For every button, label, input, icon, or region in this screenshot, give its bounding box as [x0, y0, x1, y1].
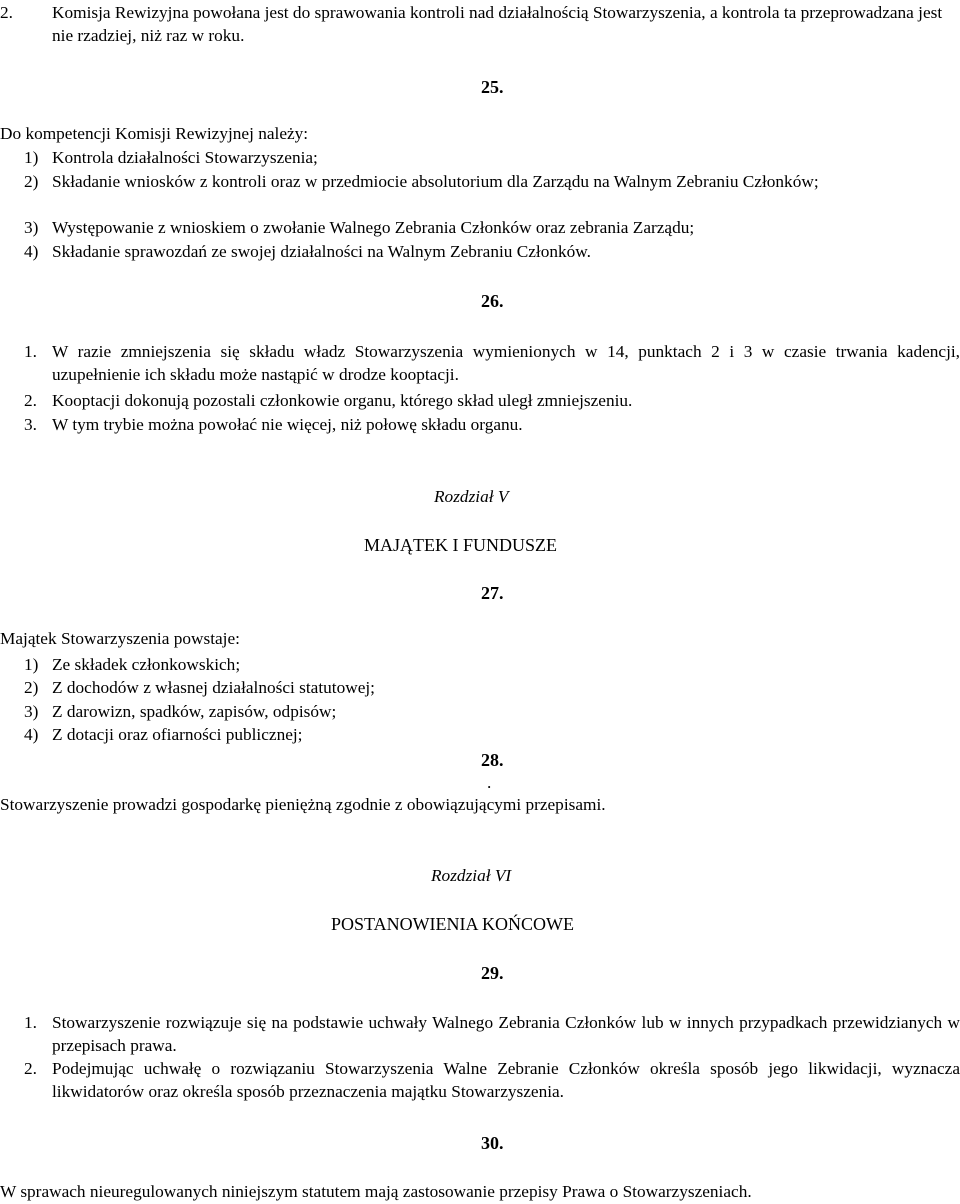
section-29-label: 29. — [481, 963, 504, 983]
section-30-label: 30. — [481, 1133, 504, 1153]
section-25-intro: Do kompetencji Komisji Rewizyjnej należy: — [0, 124, 309, 143]
section-25-label: 25. — [481, 77, 504, 97]
chapter-5-heading: MAJĄTEK I FUNDUSZE — [364, 535, 557, 555]
chapter-6-heading: POSTANOWIENIA KOŃCOWE — [331, 914, 575, 934]
section-27-intro: Majątek Stowarzyszenia powstaje: — [0, 629, 240, 648]
chapter-5-title: Rozdział V — [434, 487, 509, 506]
section-28-label: 28. — [481, 750, 504, 770]
section-26-label: 26. — [481, 291, 504, 311]
section-28-dot: . — [487, 773, 492, 792]
section-27-label: 27. — [481, 583, 504, 603]
section-30-text: W sprawach nieuregulowanych niniejszym statutem mają zastosowanie przepisy Prawa o Stowarzyszeniach. — [0, 1182, 752, 1201]
section-28-text: Stowarzyszenie prowadzi gospodarkę pieniężną zgodnie z obowiązującymi przepisami. — [0, 795, 606, 814]
top-paragraph-number: 2. — [0, 3, 13, 22]
top-paragraph-text: Komisja Rewizyjna powołana jest do sprawowania kontroli nad działalnością Stowarzyszenia, a kontrola ta przeprowadzana jest nie rzadziej, niż raz w roku. — [52, 3, 943, 45]
chapter-6-title: Rozdział VI — [431, 866, 512, 885]
